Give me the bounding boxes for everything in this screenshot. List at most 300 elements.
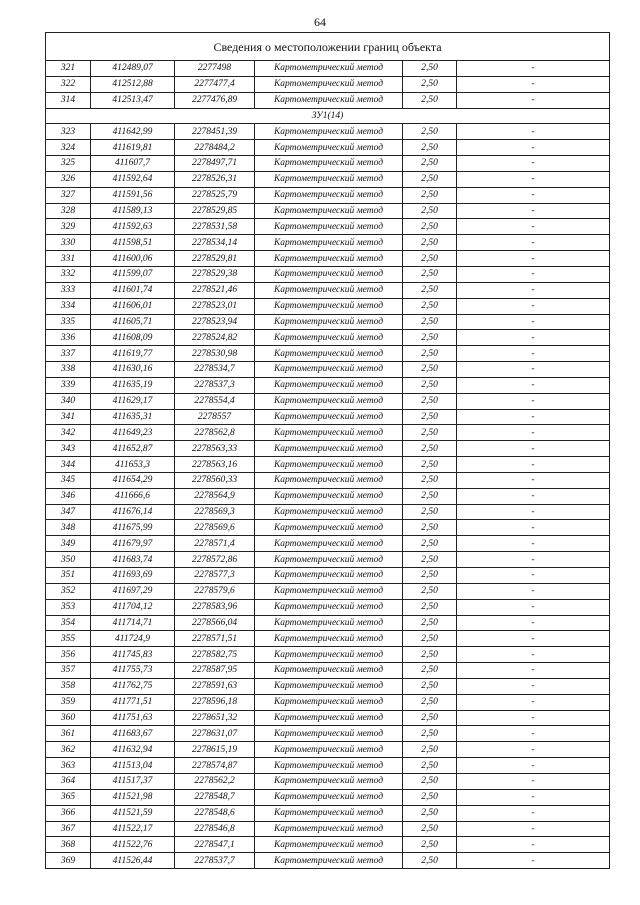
point-number-cell: 351 (46, 568, 91, 584)
x-coordinate-cell: 411599,07 (91, 266, 175, 282)
method-cell: Картометрический метод (255, 837, 403, 853)
table-row (46, 330, 610, 346)
y-coordinate-cell: 2278523,01 (175, 298, 255, 314)
description-cell: - (457, 61, 610, 77)
y-coordinate-cell: 2278587,95 (175, 663, 255, 679)
y-coordinate-cell: 2278529,38 (175, 266, 255, 282)
section-header-row (46, 108, 610, 124)
accuracy-cell: 2,50 (403, 821, 457, 837)
description-cell: - (457, 346, 610, 362)
y-coordinate-cell: 2278564,9 (175, 488, 255, 504)
accuracy-cell: 2,50 (403, 362, 457, 378)
x-coordinate-cell: 411589,13 (91, 203, 175, 219)
accuracy-cell: 2,50 (403, 140, 457, 156)
method-cell: Картометрический метод (255, 393, 403, 409)
method-cell: Картометрический метод (255, 314, 403, 330)
x-coordinate-cell: 411607,7 (91, 156, 175, 172)
accuracy-cell: 2,50 (403, 171, 457, 187)
y-coordinate-cell: 2278484,2 (175, 140, 255, 156)
table-row (46, 203, 610, 219)
point-number-cell: 347 (46, 504, 91, 520)
accuracy-cell: 2,50 (403, 678, 457, 694)
point-number-cell: 355 (46, 631, 91, 647)
accuracy-cell: 2,50 (403, 631, 457, 647)
table-row (46, 520, 610, 536)
x-coordinate-cell: 411683,67 (91, 726, 175, 742)
y-coordinate-cell: 2278563,33 (175, 441, 255, 457)
method-cell: Картометрический метод (255, 441, 403, 457)
method-cell: Картометрический метод (255, 631, 403, 647)
description-cell: - (457, 568, 610, 584)
table-row (46, 377, 610, 393)
x-coordinate-cell: 411592,64 (91, 171, 175, 187)
y-coordinate-cell: 2277498 (175, 61, 255, 77)
table-row (46, 61, 610, 77)
description-cell: - (457, 504, 610, 520)
point-number-cell: 341 (46, 409, 91, 425)
description-cell: - (457, 282, 610, 298)
point-number-cell: 365 (46, 789, 91, 805)
point-number-cell: 368 (46, 837, 91, 853)
table-row (46, 457, 610, 473)
x-coordinate-cell: 411600,06 (91, 251, 175, 267)
description-cell: - (457, 663, 610, 679)
table-row (46, 615, 610, 631)
method-cell: Картометрический метод (255, 488, 403, 504)
description-cell: - (457, 298, 610, 314)
y-coordinate-cell: 2278596,18 (175, 694, 255, 710)
description-cell: - (457, 552, 610, 568)
description-cell: - (457, 773, 610, 789)
method-cell: Картометрический метод (255, 92, 403, 108)
x-coordinate-cell: 411675,99 (91, 520, 175, 536)
point-number-cell: 339 (46, 377, 91, 393)
y-coordinate-cell: 2278530,98 (175, 346, 255, 362)
y-coordinate-cell: 2278557 (175, 409, 255, 425)
accuracy-cell: 2,50 (403, 758, 457, 774)
x-coordinate-cell: 411666,6 (91, 488, 175, 504)
page-number: 64 (314, 15, 326, 29)
x-coordinate-cell: 411526,44 (91, 853, 175, 869)
x-coordinate-cell: 411619,81 (91, 140, 175, 156)
accuracy-cell: 2,50 (403, 552, 457, 568)
method-cell: Картометрический метод (255, 377, 403, 393)
x-coordinate-cell: 411606,01 (91, 298, 175, 314)
point-number-cell: 346 (46, 488, 91, 504)
table-row (46, 140, 610, 156)
point-number-cell: 327 (46, 187, 91, 203)
point-number-cell: 337 (46, 346, 91, 362)
method-cell: Картометрический метод (255, 504, 403, 520)
method-cell: Картометрический метод (255, 140, 403, 156)
description-cell: - (457, 377, 610, 393)
y-coordinate-cell: 2278526,31 (175, 171, 255, 187)
table-row (46, 837, 610, 853)
table-row (46, 187, 610, 203)
x-coordinate-cell: 412512,88 (91, 76, 175, 92)
point-number-cell: 369 (46, 853, 91, 869)
description-cell: - (457, 171, 610, 187)
accuracy-cell: 2,50 (403, 282, 457, 298)
y-coordinate-cell: 2278615,19 (175, 742, 255, 758)
point-number-cell: 349 (46, 536, 91, 552)
x-coordinate-cell: 411653,3 (91, 457, 175, 473)
description-cell: - (457, 457, 610, 473)
y-coordinate-cell: 2277476,89 (175, 92, 255, 108)
y-coordinate-cell: 2278548,6 (175, 805, 255, 821)
description-cell: - (457, 235, 610, 251)
description-cell: - (457, 76, 610, 92)
x-coordinate-cell: 411632,94 (91, 742, 175, 758)
x-coordinate-cell: 412489,07 (91, 61, 175, 77)
x-coordinate-cell: 411683,74 (91, 552, 175, 568)
description-cell: - (457, 266, 610, 282)
table-row (46, 536, 610, 552)
description-cell: - (457, 536, 610, 552)
table-row (46, 472, 610, 488)
x-coordinate-cell: 411652,87 (91, 441, 175, 457)
point-number-cell: 357 (46, 663, 91, 679)
table-row (46, 631, 610, 647)
y-coordinate-cell: 2278546,8 (175, 821, 255, 837)
x-coordinate-cell: 411635,19 (91, 377, 175, 393)
table-row (46, 409, 610, 425)
y-coordinate-cell: 2278523,94 (175, 314, 255, 330)
accuracy-cell: 2,50 (403, 663, 457, 679)
accuracy-cell: 2,50 (403, 536, 457, 552)
method-cell: Картометрический метод (255, 251, 403, 267)
method-cell: Картометрический метод (255, 742, 403, 758)
accuracy-cell: 2,50 (403, 853, 457, 869)
x-coordinate-cell: 411762,75 (91, 678, 175, 694)
x-coordinate-cell: 411608,09 (91, 330, 175, 346)
method-cell: Картометрический метод (255, 156, 403, 172)
accuracy-cell: 2,50 (403, 694, 457, 710)
accuracy-cell: 2,50 (403, 504, 457, 520)
method-cell: Картометрический метод (255, 694, 403, 710)
x-coordinate-cell: 411642,99 (91, 124, 175, 140)
x-coordinate-cell: 411522,17 (91, 821, 175, 837)
description-cell: - (457, 647, 610, 663)
x-coordinate-cell: 411521,98 (91, 789, 175, 805)
description-cell: - (457, 409, 610, 425)
method-cell: Картометрический метод (255, 203, 403, 219)
accuracy-cell: 2,50 (403, 409, 457, 425)
table-row (46, 710, 610, 726)
y-coordinate-cell: 2278529,81 (175, 251, 255, 267)
x-coordinate-cell: 411714,71 (91, 615, 175, 631)
x-coordinate-cell: 411654,29 (91, 472, 175, 488)
point-number-cell: 367 (46, 821, 91, 837)
point-number-cell: 338 (46, 362, 91, 378)
method-cell: Картометрический метод (255, 568, 403, 584)
y-coordinate-cell: 2278569,3 (175, 504, 255, 520)
accuracy-cell: 2,50 (403, 710, 457, 726)
point-number-cell: 323 (46, 124, 91, 140)
x-coordinate-cell: 411755,73 (91, 663, 175, 679)
y-coordinate-cell: 2278548,7 (175, 789, 255, 805)
point-number-cell: 340 (46, 393, 91, 409)
method-cell: Картометрический метод (255, 789, 403, 805)
x-coordinate-cell: 411649,23 (91, 425, 175, 441)
accuracy-cell: 2,50 (403, 156, 457, 172)
y-coordinate-cell: 2278569,6 (175, 520, 255, 536)
description-cell: - (457, 726, 610, 742)
point-number-cell: 344 (46, 457, 91, 473)
x-coordinate-cell: 411724,9 (91, 631, 175, 647)
method-cell: Картометрический метод (255, 805, 403, 821)
x-coordinate-cell: 411635,31 (91, 409, 175, 425)
y-coordinate-cell: 2278560,33 (175, 472, 255, 488)
table-row (46, 76, 610, 92)
accuracy-cell: 2,50 (403, 346, 457, 362)
method-cell: Картометрический метод (255, 124, 403, 140)
table-row (46, 853, 610, 869)
boundary-coordinates-table (45, 32, 610, 869)
table-row (46, 552, 610, 568)
table-row (46, 821, 610, 837)
accuracy-cell: 2,50 (403, 219, 457, 235)
method-cell: Картометрический метод (255, 472, 403, 488)
accuracy-cell: 2,50 (403, 203, 457, 219)
point-number-cell: 326 (46, 171, 91, 187)
y-coordinate-cell: 2278579,6 (175, 583, 255, 599)
accuracy-cell: 2,50 (403, 330, 457, 346)
x-coordinate-cell: 411693,69 (91, 568, 175, 584)
description-cell: - (457, 789, 610, 805)
y-coordinate-cell: 2278583,96 (175, 599, 255, 615)
point-number-cell: 333 (46, 282, 91, 298)
x-coordinate-cell: 411751,63 (91, 710, 175, 726)
description-cell: - (457, 92, 610, 108)
accuracy-cell: 2,50 (403, 76, 457, 92)
table-row (46, 789, 610, 805)
accuracy-cell: 2,50 (403, 568, 457, 584)
x-coordinate-cell: 411745,83 (91, 647, 175, 663)
y-coordinate-cell: 2278582,75 (175, 647, 255, 663)
y-coordinate-cell: 2278521,46 (175, 282, 255, 298)
description-cell: - (457, 615, 610, 631)
point-number-cell: 353 (46, 599, 91, 615)
method-cell: Картометрический метод (255, 235, 403, 251)
description-cell: - (457, 599, 610, 615)
point-number-cell: 356 (46, 647, 91, 663)
point-number-cell: 324 (46, 140, 91, 156)
point-number-cell: 350 (46, 552, 91, 568)
description-cell: - (457, 314, 610, 330)
point-number-cell: 345 (46, 472, 91, 488)
method-cell: Картометрический метод (255, 61, 403, 77)
y-coordinate-cell: 2278529,85 (175, 203, 255, 219)
table-row (46, 124, 610, 140)
accuracy-cell: 2,50 (403, 266, 457, 282)
method-cell: Картометрический метод (255, 710, 403, 726)
x-coordinate-cell: 411629,17 (91, 393, 175, 409)
description-cell: - (457, 187, 610, 203)
accuracy-cell: 2,50 (403, 647, 457, 663)
x-coordinate-cell: 411592,63 (91, 219, 175, 235)
table-row (46, 583, 610, 599)
accuracy-cell: 2,50 (403, 583, 457, 599)
accuracy-cell: 2,50 (403, 837, 457, 853)
point-number-cell: 321 (46, 61, 91, 77)
description-cell: - (457, 821, 610, 837)
y-coordinate-cell: 2277477,4 (175, 76, 255, 92)
table-title: Сведения о местоположении границ объекта (46, 33, 610, 61)
method-cell: Картометрический метод (255, 647, 403, 663)
description-cell: - (457, 583, 610, 599)
accuracy-cell: 2,50 (403, 235, 457, 251)
method-cell: Картометрический метод (255, 821, 403, 837)
y-coordinate-cell: 2278571,4 (175, 536, 255, 552)
table-row (46, 156, 610, 172)
y-coordinate-cell: 2278651,32 (175, 710, 255, 726)
description-cell: - (457, 140, 610, 156)
description-cell: - (457, 678, 610, 694)
description-cell: - (457, 330, 610, 346)
point-number-cell: 363 (46, 758, 91, 774)
table-row (46, 694, 610, 710)
method-cell: Картометрический метод (255, 726, 403, 742)
y-coordinate-cell: 2278566,04 (175, 615, 255, 631)
y-coordinate-cell: 2278554,4 (175, 393, 255, 409)
method-cell: Картометрический метод (255, 282, 403, 298)
y-coordinate-cell: 2278577,3 (175, 568, 255, 584)
method-cell: Картометрический метод (255, 76, 403, 92)
method-cell: Картометрический метод (255, 266, 403, 282)
point-number-cell: 342 (46, 425, 91, 441)
accuracy-cell: 2,50 (403, 377, 457, 393)
point-number-cell: 343 (46, 441, 91, 457)
method-cell: Картометрический метод (255, 409, 403, 425)
accuracy-cell: 2,50 (403, 298, 457, 314)
accuracy-cell: 2,50 (403, 92, 457, 108)
description-cell: - (457, 203, 610, 219)
table-row (46, 266, 610, 282)
accuracy-cell: 2,50 (403, 773, 457, 789)
table-row (46, 599, 610, 615)
point-number-cell: 328 (46, 203, 91, 219)
y-coordinate-cell: 2278562,2 (175, 773, 255, 789)
section-label: ЗУ1(14) (46, 108, 610, 124)
accuracy-cell: 2,50 (403, 615, 457, 631)
y-coordinate-cell: 2278534,14 (175, 235, 255, 251)
accuracy-cell: 2,50 (403, 742, 457, 758)
table-row (46, 805, 610, 821)
method-cell: Картометрический метод (255, 853, 403, 869)
x-coordinate-cell: 411630,16 (91, 362, 175, 378)
accuracy-cell: 2,50 (403, 789, 457, 805)
point-number-cell: 334 (46, 298, 91, 314)
point-number-cell: 354 (46, 615, 91, 631)
description-cell: - (457, 742, 610, 758)
point-number-cell: 366 (46, 805, 91, 821)
description-cell: - (457, 124, 610, 140)
y-coordinate-cell: 2278451,39 (175, 124, 255, 140)
point-number-cell: 325 (46, 156, 91, 172)
point-number-cell: 360 (46, 710, 91, 726)
method-cell: Картометрический метод (255, 330, 403, 346)
y-coordinate-cell: 2278572,86 (175, 552, 255, 568)
table-row (46, 742, 610, 758)
accuracy-cell: 2,50 (403, 488, 457, 504)
method-cell: Картометрический метод (255, 219, 403, 235)
description-cell: - (457, 758, 610, 774)
method-cell: Картометрический метод (255, 599, 403, 615)
accuracy-cell: 2,50 (403, 599, 457, 615)
x-coordinate-cell: 411601,74 (91, 282, 175, 298)
accuracy-cell: 2,50 (403, 520, 457, 536)
y-coordinate-cell: 2278537,7 (175, 853, 255, 869)
table-row (46, 298, 610, 314)
accuracy-cell: 2,50 (403, 61, 457, 77)
method-cell: Картометрический метод (255, 552, 403, 568)
method-cell: Картометрический метод (255, 583, 403, 599)
point-number-cell: 348 (46, 520, 91, 536)
description-cell: - (457, 425, 610, 441)
table-row (46, 678, 610, 694)
y-coordinate-cell: 2278534,7 (175, 362, 255, 378)
table-row (46, 726, 610, 742)
method-cell: Картометрический метод (255, 346, 403, 362)
accuracy-cell: 2,50 (403, 726, 457, 742)
method-cell: Картометрический метод (255, 362, 403, 378)
y-coordinate-cell: 2278571,51 (175, 631, 255, 647)
table-row (46, 773, 610, 789)
table-row (46, 282, 610, 298)
table-row (46, 251, 610, 267)
point-number-cell: 329 (46, 219, 91, 235)
y-coordinate-cell: 2278525,79 (175, 187, 255, 203)
point-number-cell: 314 (46, 92, 91, 108)
method-cell: Картометрический метод (255, 536, 403, 552)
description-cell: - (457, 853, 610, 869)
accuracy-cell: 2,50 (403, 314, 457, 330)
point-number-cell: 359 (46, 694, 91, 710)
description-cell: - (457, 472, 610, 488)
table-row (46, 488, 610, 504)
y-coordinate-cell: 2278631,07 (175, 726, 255, 742)
description-cell: - (457, 837, 610, 853)
table-row (46, 441, 610, 457)
y-coordinate-cell: 2278524,82 (175, 330, 255, 346)
method-cell: Картометрический метод (255, 773, 403, 789)
x-coordinate-cell: 411591,56 (91, 187, 175, 203)
method-cell: Картометрический метод (255, 171, 403, 187)
x-coordinate-cell: 411521,59 (91, 805, 175, 821)
description-cell: - (457, 393, 610, 409)
method-cell: Картометрический метод (255, 758, 403, 774)
y-coordinate-cell: 2278574,87 (175, 758, 255, 774)
method-cell: Картометрический метод (255, 678, 403, 694)
point-number-cell: 330 (46, 235, 91, 251)
description-cell: - (457, 694, 610, 710)
accuracy-cell: 2,50 (403, 124, 457, 140)
table-row (46, 362, 610, 378)
x-coordinate-cell: 411517,37 (91, 773, 175, 789)
method-cell: Картометрический метод (255, 520, 403, 536)
table-row (46, 758, 610, 774)
description-cell: - (457, 805, 610, 821)
table-row (46, 393, 610, 409)
table-row (46, 568, 610, 584)
x-coordinate-cell: 411771,51 (91, 694, 175, 710)
point-number-cell: 358 (46, 678, 91, 694)
y-coordinate-cell: 2278497,71 (175, 156, 255, 172)
x-coordinate-cell: 411697,29 (91, 583, 175, 599)
y-coordinate-cell: 2278591,63 (175, 678, 255, 694)
point-number-cell: 352 (46, 583, 91, 599)
